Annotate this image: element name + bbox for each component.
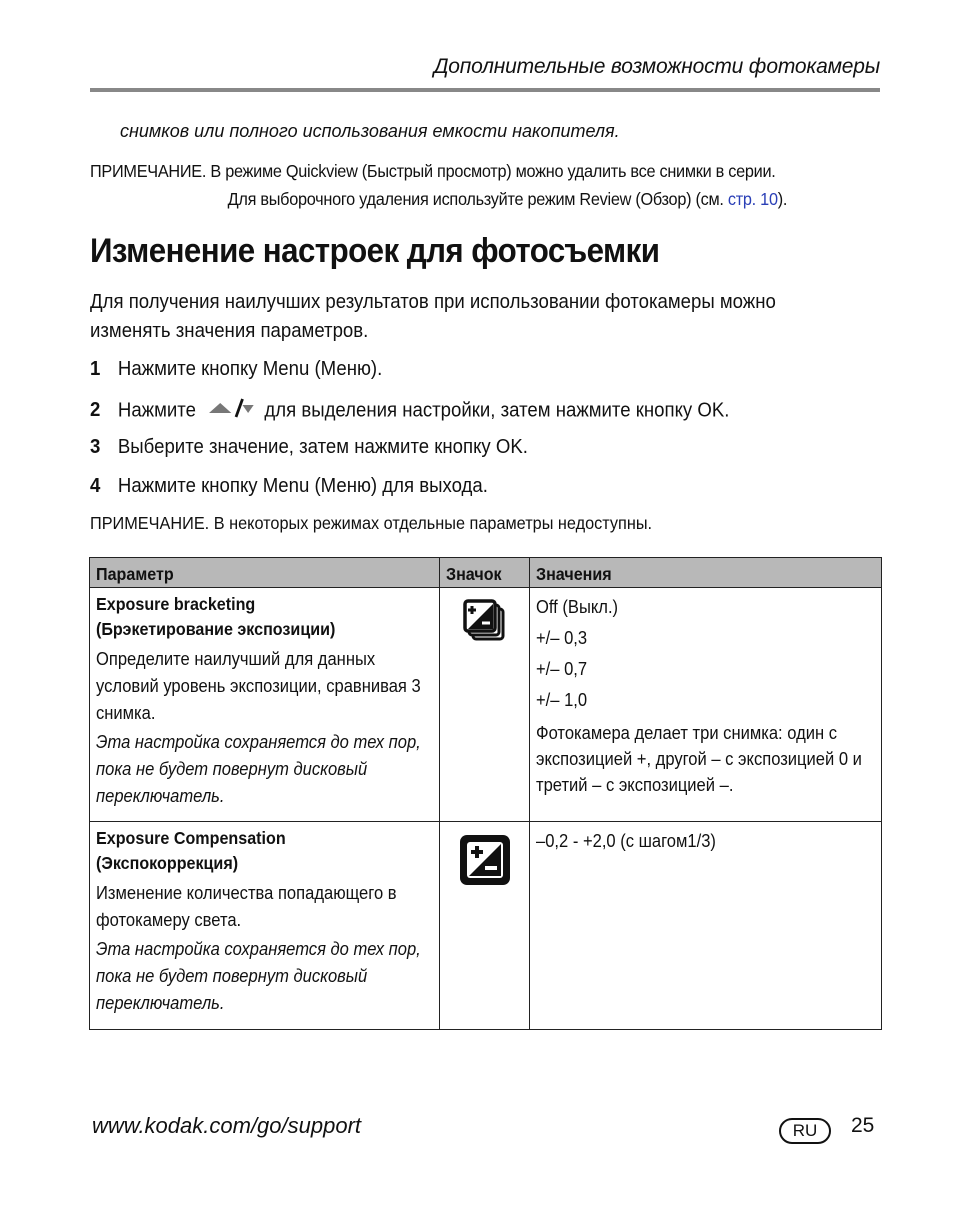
step-4 <box>90 475 488 498</box>
header-rule <box>90 88 880 92</box>
note-line1: В режиме Quickview (Быстрый просмотр) можно удалить все снимки в серии. <box>210 161 776 181</box>
step-number: 2 <box>90 399 101 422</box>
value-item: Off (Выкл.) <box>536 597 619 617</box>
note-quickview <box>90 157 787 213</box>
step-text: Нажмите кнопку Menu (Меню). <box>117 358 383 380</box>
header-parameter: Параметр <box>90 558 440 588</box>
step-3 <box>90 436 528 459</box>
settings-table <box>89 557 882 1030</box>
values-note: Фотокамера делает три снимка: один с экспозицией +, другой – с экспозицией 0 и третий – с экспозицией –. <box>536 723 862 795</box>
header-values: Значения <box>530 558 882 588</box>
values-cell <box>530 588 882 822</box>
note-label: ПРИМЕЧАНИЕ. <box>90 161 207 181</box>
table-row <box>90 588 882 822</box>
note-line2-end: ). <box>777 189 788 209</box>
parameter-name-ru: (Экспокоррекция) <box>96 853 239 873</box>
value-item: +/– 0,7 <box>536 659 588 679</box>
table-row <box>90 822 882 1030</box>
page-header-title: Дополнительные возможности фотокамеры <box>433 55 880 78</box>
note-line2: Для выборочного удаления используйте режим Review (Обзор) (см. <box>227 189 728 209</box>
step-text: Нажмите кнопку Menu (Меню) для выхода. <box>117 475 488 497</box>
parameter-name: Exposure bracketing <box>96 594 256 614</box>
step-text: Нажмите <box>117 399 196 422</box>
header-icon: Значок <box>440 558 530 588</box>
note-label: ПРИМЕЧАНИЕ. <box>90 513 210 533</box>
parameter-name-ru: (Брэкетирование экспозиции) <box>96 619 336 639</box>
footer-url[interactable]: www.kodak.com/go/support <box>92 1113 362 1138</box>
parameter-description: Изменение количества попадающего в фотокамеру света. <box>96 883 397 930</box>
up-down-arrows-icon <box>205 397 261 425</box>
intro-paragraph: Для получения наилучших результатов при использовании фотокамеры можно изменять значения параметров. <box>90 291 776 342</box>
icon-cell <box>440 588 530 822</box>
step-number: 3 <box>90 436 101 458</box>
exposure-bracketing-icon <box>462 598 508 649</box>
parameter-note: Эта настройка сохраняется до тех пор, пока не будет повернут дисковый переключатель. <box>96 732 421 806</box>
language-badge: RU <box>779 1118 831 1144</box>
table-header-row <box>90 558 882 588</box>
value-item: +/– 1,0 <box>536 690 588 710</box>
parameter-cell <box>90 822 440 1030</box>
parameter-description: Определите наилучший для данных условий уровень экспозиции, сравнивая 3 снимка. <box>96 649 421 723</box>
icon-cell <box>440 822 530 1030</box>
value-item: –0,2 - +2,0 (с шагом1/3) <box>536 831 716 851</box>
page-number: 25 <box>851 1114 875 1137</box>
parameter-name: Exposure Compensation <box>96 828 286 848</box>
values-cell <box>530 822 882 1030</box>
step-number: 4 <box>90 475 101 497</box>
exposure-compensation-icon <box>457 832 513 893</box>
parameter-cell <box>90 588 440 822</box>
step-text: Выберите значение, затем нажмите кнопку OK. <box>117 436 528 458</box>
step-number: 1 <box>90 358 101 380</box>
note-text: В некоторых режимах отдельные параметры недоступны. <box>213 513 653 533</box>
step-text: для выделения настройки, затем нажмите кнопку OK. <box>264 399 730 422</box>
step-1 <box>90 358 382 381</box>
continuation-text: снимков или полного использования емкости накопителя. <box>120 121 620 141</box>
section-heading: Изменение настроек для фотосъемки <box>90 232 660 270</box>
parameter-note: Эта настройка сохраняется до тех пор, пока не будет повернут дисковый переключатель. <box>96 939 421 1013</box>
page-link[interactable]: стр. 10 <box>727 189 778 209</box>
note-unavailable <box>90 513 652 534</box>
value-item: +/– 0,3 <box>536 628 588 648</box>
step-2 <box>90 397 729 425</box>
